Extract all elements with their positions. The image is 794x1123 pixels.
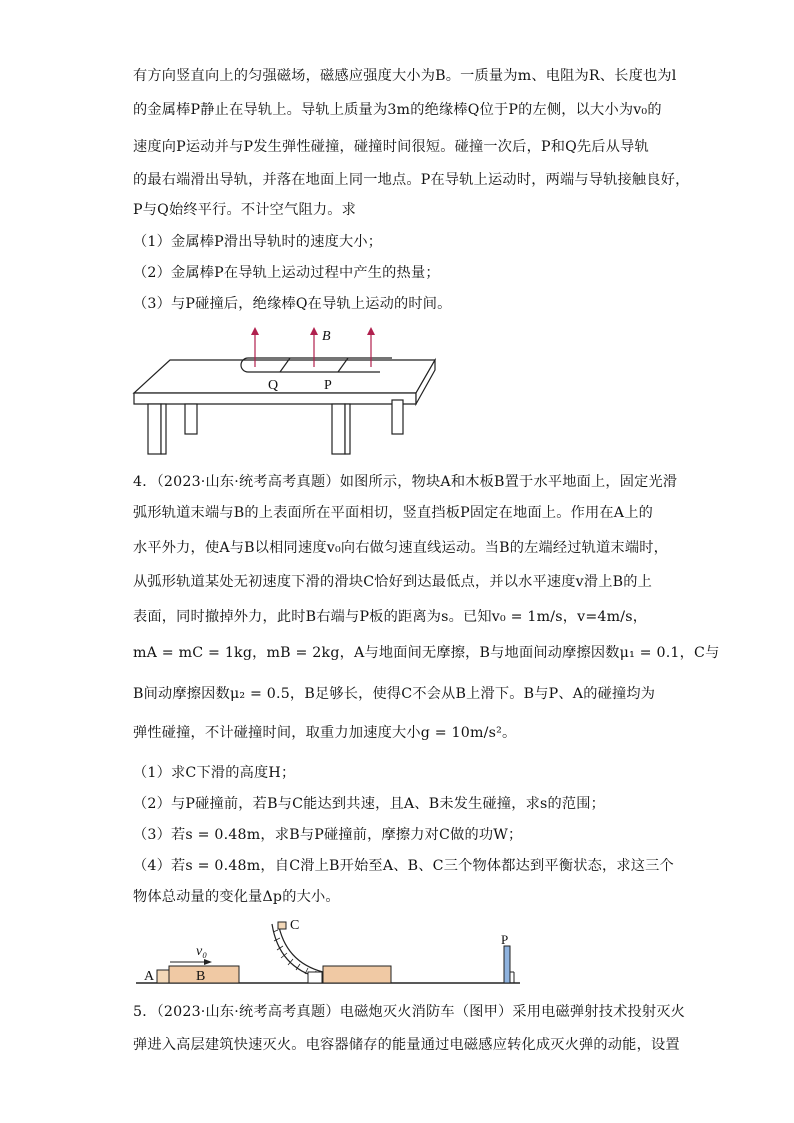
- p4-question-3: （3）若s = 0.48m，求B与P碰撞前，摩擦力对C做的功W；: [133, 827, 523, 843]
- board-b-second: [323, 966, 391, 983]
- p3-question-3: （3）与P碰撞后，绝缘棒Q在导轨上运动的时间。: [133, 296, 452, 312]
- p3-line-4: 的最右端滑出导轨，并落在地面上同一地点。P在导轨上运动时，两端与导轨接触良好，: [133, 172, 690, 188]
- label-p: P: [501, 932, 509, 947]
- p4-line-4: 从弧形轨道某处无初速度下滑的滑块C恰好到达最低点，并以水平速度v滑上B的上: [133, 574, 653, 590]
- block-c: [278, 922, 286, 929]
- p4-line-3: 水平外力，使A与B以相同速度v₀向右做匀速直线运动。当B的左端经过轨道末端时，: [133, 540, 668, 556]
- label-c: C: [290, 918, 300, 933]
- label-rod-p: P: [324, 378, 332, 393]
- p4-line-8: 弹性碰撞，不计碰撞时间，取重力加速度大小g = 10m/s²。: [133, 725, 517, 741]
- p3-line-2: 的金属棒P静止在导轨上。导轨上质量为3m的绝缘棒Q位于P的左侧，以大小为v₀的: [133, 102, 662, 118]
- p5-line-2: 弹进入高层建筑快速灭火。电容器储存的能量通过电磁感应转化成灭火弹的动能，设置: [133, 1037, 680, 1053]
- p4-line-1: 4．（2023·山东·统考高考真题）如图所示，物块A和木板B置于水平地面上，固定光滑: [133, 474, 678, 490]
- p4-question-1: （1）求C下滑的高度H；: [133, 765, 296, 781]
- p3-line-5: P与Q始终平行。不计空气阻力。求: [133, 202, 357, 218]
- p3-question-2: （2）金属棒P在导轨上运动过程中产生的热量；: [133, 265, 440, 281]
- p4-line-2: 弧形轨道末端与B的上表面所在平面相切，竖直挡板P固定在地面上。作用在A上的: [133, 505, 653, 521]
- block-a: [157, 970, 169, 983]
- p4-question-4-cont: 物体总动量的变化量Δp的大小。: [133, 889, 340, 905]
- p3-question-1: （1）金属棒P滑出导轨时的速度大小；: [133, 234, 383, 250]
- p4-question-2: （2）与P碰撞前，若B与C能达到共速，且A、B未发生碰撞，求s的范围；: [133, 796, 606, 812]
- p3-line-3: 速度向P运动并与P发生弹性碰撞，碰撞时间很短。碰撞一次后，P和Q先后从导轨: [133, 139, 649, 155]
- label-b: B: [196, 969, 206, 984]
- p4-line-5: 表面，同时撤掉外力，此时B右端与P板的距离为s。已知v₀ = 1m/s，v=4m/s，: [133, 609, 648, 625]
- problem-4-figure: [130, 910, 530, 990]
- p3-line-1: 有方向竖直向上的匀强磁场，磁感应强度大小为B。一质量为m、电阻为R、长度也为l: [133, 68, 677, 84]
- label-b-field: B: [322, 329, 331, 344]
- label-a: A: [144, 969, 155, 984]
- label-v0: v₀: [196, 944, 208, 959]
- plate-p: [504, 946, 510, 983]
- p4-question-4: （4）若s = 0.48m，自C滑上B开始至A、B、C三个物体都达到平衡状态，求这三个: [133, 858, 674, 874]
- p4-line-7: B间动摩擦因数μ₂ = 0.5，B足够长，使得C不会从B上滑下。B与P、A的碰撞均为: [133, 686, 656, 702]
- label-rod-q: Q: [268, 378, 279, 393]
- p4-line-6: mA = mC = 1kg，mB = 2kg，A与地面间无摩擦，B与地面间动摩擦因数μ₁ = 0.1，C与: [133, 645, 720, 661]
- problem-3-figure: [130, 322, 450, 462]
- p5-line-1: 5．（2023·山东·统考高考真题）电磁炮灭火消防车（图甲）采用电磁弹射技术投射灭火: [133, 1004, 686, 1020]
